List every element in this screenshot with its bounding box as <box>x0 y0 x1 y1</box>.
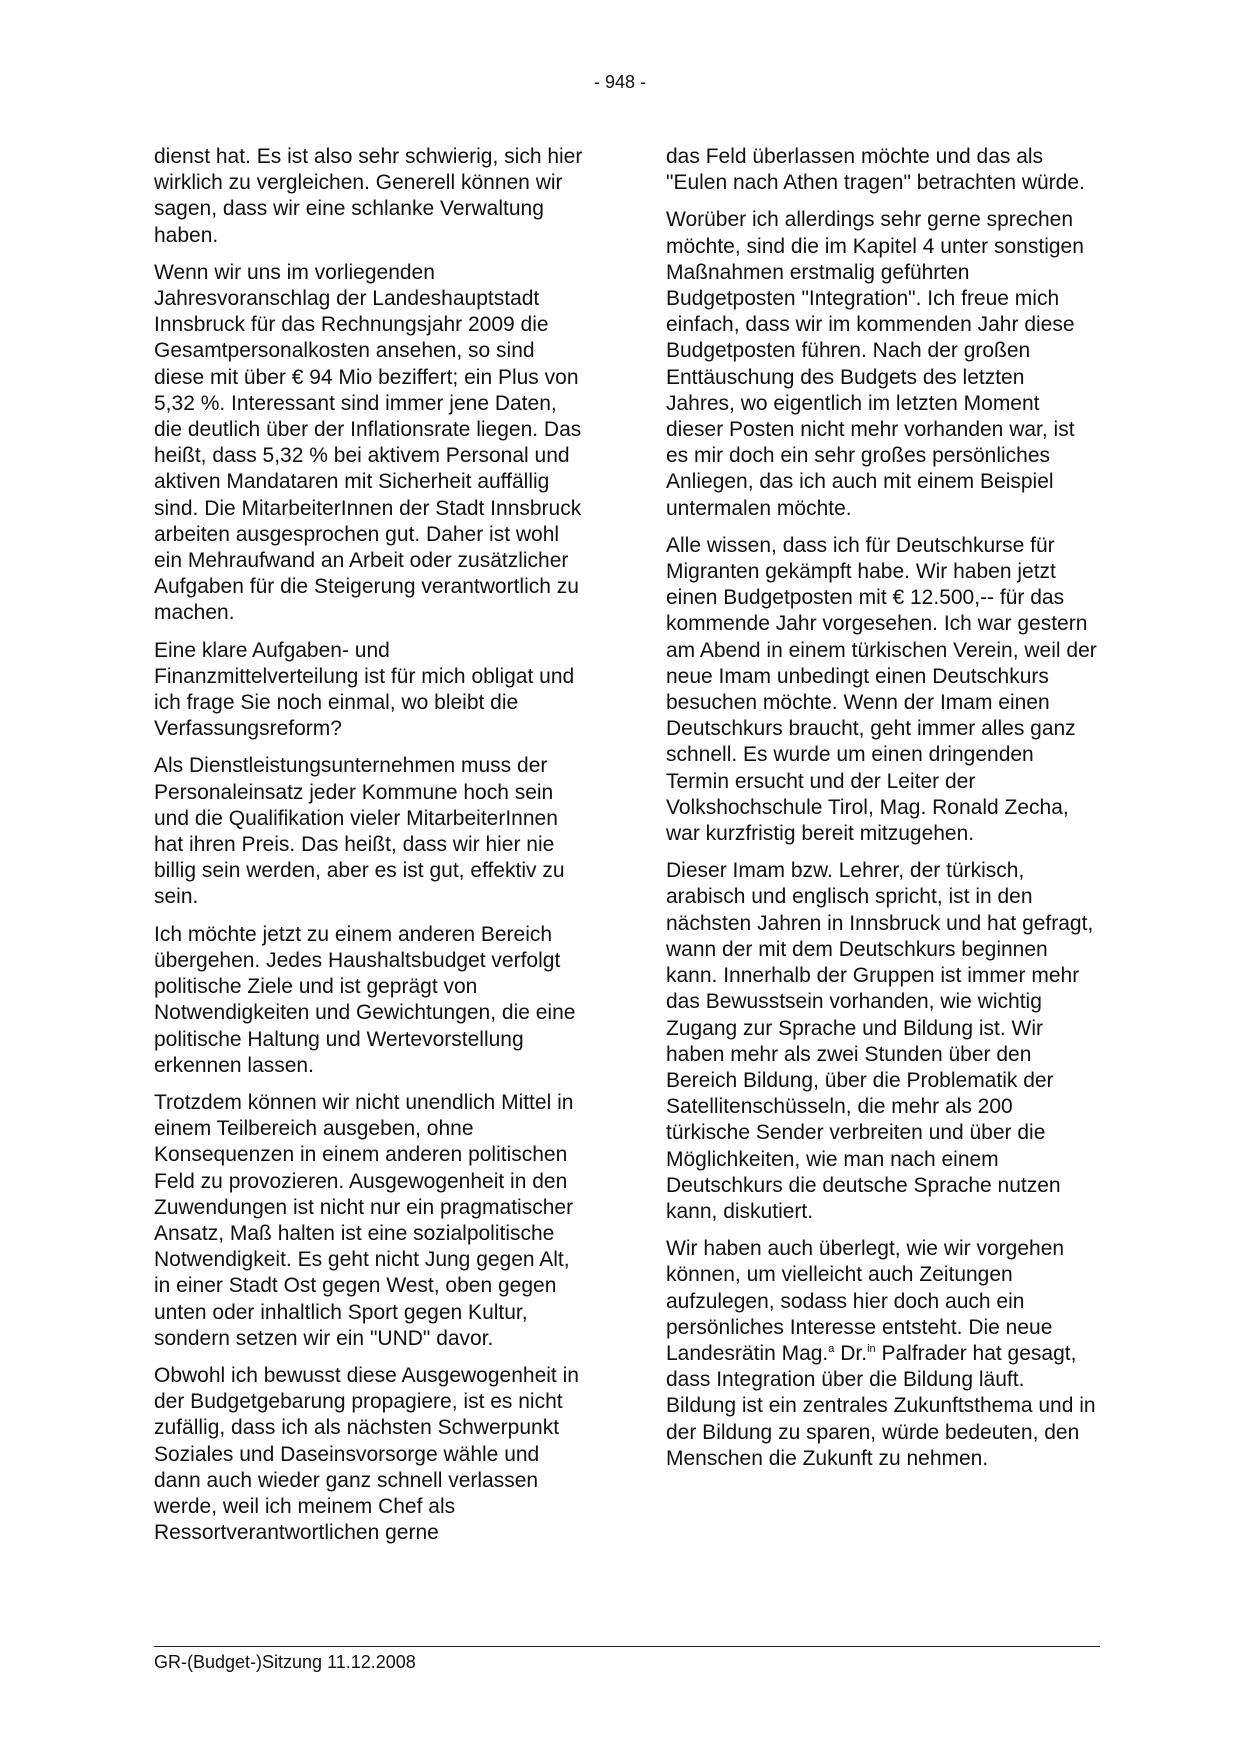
paragraph: das Feld überlassen möchte und das als "Eulen nach Athen tragen" betrachten würde. <box>666 145 1085 195</box>
page-number: - 948 - <box>593 72 647 92</box>
paragraph: Dieser Imam bzw. Lehrer, der türkisch, arabisch und englisch spricht, ist in den nächsten Jahren in Innsbruck und hat gefragt, wann der mit dem Deutschkurs beginnen kann. Innerhalb der Gruppen ist immer mehr das Bewusstsein vorhanden, wie wichtig Zugang zur Sprache und Bildung ist. Wir haben mehr als zwei Stunden über den Bereich Bildung, über die Problematik der Satellitenschüsseln, die mehr als 200 türkische Sender verbreiten und über die Möglichkeiten, wie man nach einem Deutschkurs die deutsche Sprache nutzen kann, diskutiert. <box>666 859 1094 1223</box>
paragraph-last <box>666 1236 1098 1472</box>
paragraph: Worüber ich allerdings sehr gerne sprechen möchte, sind die im Kapitel 4 unter sonstigen Maßnahmen erstmalig geführten Budgetposten "Integration". Ich freue mich einfach, dass wir im kommenden Jahr diese Budgetposten führen. Nach der großen Enttäuschung des Budgets des letzten Jahres, wo eigentlich im letzten Moment dieser Posten nicht mehr vorhanden war, ist es mir doch ein sehr großes persönliches Anliegen, das ich auch mit einem Beispiel untermalen möchte. <box>666 208 1084 520</box>
text-segment: Dr. <box>834 1341 868 1365</box>
paragraph: Trotzdem können wir nicht unendlich Mittel in einem Teilbereich ausgeben, ohne Konsequenzen in einem anderen politischen Feld zu provozieren. Ausgewogenheit in den Zuwendungen ist nicht nur ein pragmatischer Ansatz, Maß halten ist eine sozialpolitische Notwendigkeit. Es geht nicht Jung gegen Alt, in einer Stadt Ost gegen West, oben gegen unten oder inhaltlich Sport gegen Kultur, sondern setzen wir ein "UND" davor. <box>154 1090 574 1350</box>
paragraph: Obwohl ich bewusst diese Ausgewogenheit in der Budgetgebarung propagiere, ist es nicht zufällig, dass ich als nächsten Schwerpunkt Soziales und Daseinsvorsorge wähle und dann auch wieder ganz schnell verlassen werde, weil ich meinem Chef als Ressortverantwortlichen gerne <box>154 1363 579 1545</box>
right-column <box>666 144 1098 1483</box>
superscript: in <box>867 1342 876 1355</box>
paragraph: Als Dienstleistungsunternehmen muss der Personaleinsatz jeder Kommune hoch sein und die Qualifikation vieler MitarbeiterInnen hat ihren Preis. Das heißt, dass wir hier nie billig sein werden, aber es ist gut, effektiv zu sein. <box>154 754 565 909</box>
paragraph: Eine klare Aufgaben- und Finanzmittelverteilung ist für mich obligat und ich frage Sie noch einmal, wo bleibt die Verfassungsreform? <box>154 638 575 741</box>
paragraph: Wenn wir uns im vorliegenden Jahresvoranschlag der Landeshauptstadt Innsbruck für das Rechnungsjahr 2009 die Gesamtpersonalkosten ansehen, so sind diese mit über € 94 Mio beziffert; ein Plus von 5,32 %. Interessant sind immer jene Daten, die deutlich über der Inflationsrate liegen. Das heißt, dass 5,32 % bei aktivem Personal und aktiven Mandataren mit Sicherheit auffällig sind. Die MitarbeiterInnen der Stadt Innsbruck arbeiten ausgesprochen gut. Daher ist wohl ein Mehraufwand an Arbeit oder zusätzlicher Aufgaben für die Steigerung verantwortlich zu machen. <box>154 260 582 625</box>
paragraph: dienst hat. Es ist also sehr schwierig, sich hier wirklich zu vergleichen. Generell können wir sagen, dass wir eine schlanke Verwaltung haben. <box>154 145 583 247</box>
text-segment: Palfrader hat gesagt, dass Integration über die Bildung läuft. Bildung ist ein zentrales Zukunftsthema und in der Bildung zu sparen, würde bedeuten, den Menschen die Zukunft zu nehmen. <box>666 1341 1096 1470</box>
left-column <box>154 144 586 1557</box>
superscript: a <box>828 1342 835 1355</box>
paragraph: Alle wissen, dass ich für Deutschkurse für Migranten gekämpft habe. Wir haben jetzt einen Budgetposten mit € 12.500,-- für das kommende Jahr vorgesehen. Ich war gestern am Abend in einem türkischen Verein, weil der neue Imam unbedingt einen Deutschkurs besuchen möchte. Wenn der Imam einen Deutschkurs braucht, geht immer alles ganz schnell. Es wurde um einen dringenden Termin ersucht und der Leiter der Volkshochschule Tirol, Mag. Ronald Zecha, war kurzfristig bereit mitzugehen. <box>666 533 1097 846</box>
text-segment: Wir haben auch überlegt, wie wir vorgehen können, um vielleicht auch Zeitungen aufzulegen, sodass hier doch auch ein persönliches Interesse entsteht. Die neue Landesrätin Mag. <box>666 1237 1065 1365</box>
footer-divider <box>154 1646 1100 1647</box>
paragraph: Ich möchte jetzt zu einem anderen Bereich übergehen. Jedes Haushaltsbudget verfolgt politische Ziele und ist geprägt von Notwendigkeiten und Gewichtungen, die eine politische Haltung und Wertevorstellung erkennen lassen. <box>154 922 576 1077</box>
footer-text: GR-(Budget-)Sitzung 11.12.2008 <box>154 1652 416 1672</box>
